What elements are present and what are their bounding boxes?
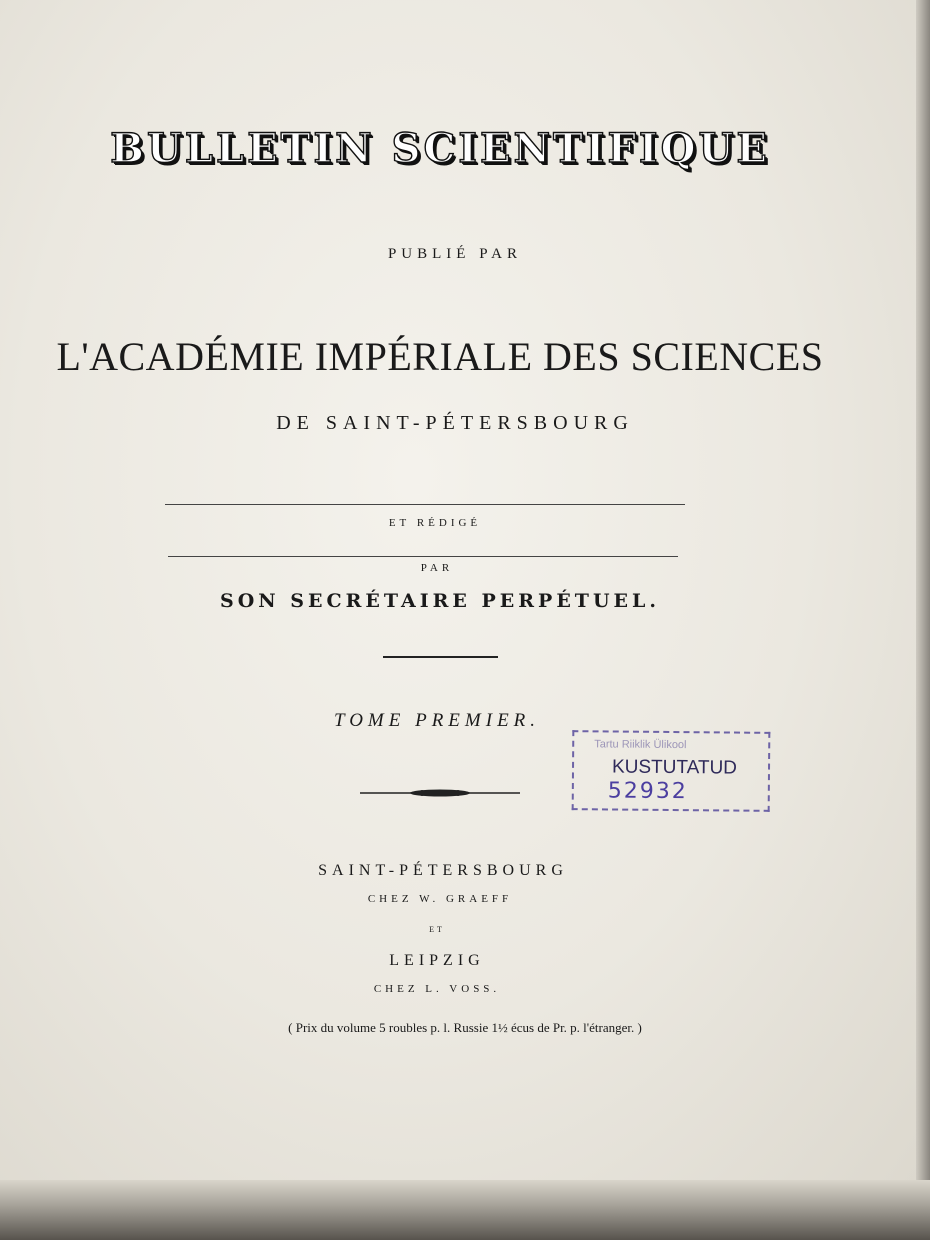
page-bottom-edge [0, 1180, 930, 1240]
saint-petersbourg-line: DE SAINT-PÉTERSBOURG [276, 412, 634, 434]
secretaire-line: SON SECRÉTAIRE PERPÉTUEL. [220, 590, 660, 612]
academie-heading: L'ACADÉMIE IMPÉRIALE DES SCIENCES [56, 334, 824, 379]
book-edge [916, 0, 930, 1240]
price-note: ( Prix du volume 5 roubles p. l. Russie 1½ écus de Pr. p. l'étranger. ) [288, 1020, 642, 1035]
imprint-city2: LEIPZIG [389, 952, 485, 969]
lower-rule [168, 556, 678, 557]
ornament-divider [360, 785, 520, 801]
publie-par: PUBLIÉ PAR [387, 246, 523, 262]
tome-line: TOME PREMIER. [333, 710, 541, 731]
imprint-city1: SAINT-PÉTERSBOURG [318, 862, 568, 879]
stamp-institution: Tartu Riiklik Ülikool [594, 738, 687, 752]
par: PAR [420, 562, 454, 574]
imprint-publisher2: CHEZ L. VOSS. [373, 983, 501, 995]
imprint-et: ET [429, 925, 445, 934]
upper-rule [165, 504, 685, 505]
imprint-publisher1: CHEZ W. GRAEFF [367, 893, 513, 905]
et-redige: ET RÉDIGÉ [388, 517, 482, 529]
stamp-number: 52932 [607, 778, 688, 805]
bulletin-title: BULLETIN SCIENTIFIQUE [110, 125, 770, 172]
library-stamp [572, 730, 771, 812]
stamp-kustutatud: KUSTUTATUD [611, 756, 738, 779]
short-rule [383, 656, 498, 658]
